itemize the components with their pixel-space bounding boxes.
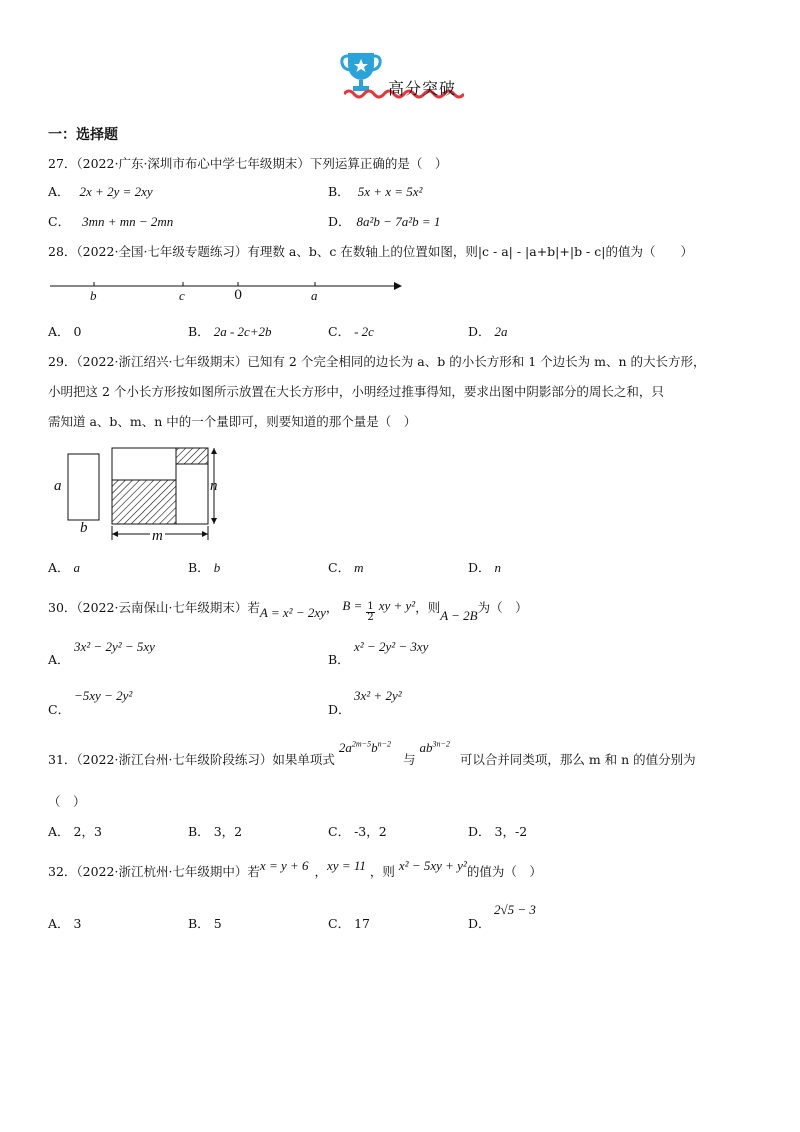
q31-option-d[interactable]: D． 3，-2 [468, 824, 528, 839]
q29-option-a[interactable]: A． a [48, 560, 81, 575]
q30-option-b[interactable]: x² − 2y² − 3xy [354, 639, 429, 654]
axis-label-zero: 0 [234, 288, 243, 303]
q31-option-c[interactable]: C． -3，2 [328, 824, 387, 839]
q28-option-c[interactable]: C． - 2c [328, 324, 374, 339]
rectangles-figure [48, 444, 238, 550]
question-29-line3: 需知道 a、b、m、n 中的一个量即可，则要知道的那个量是（ ） [48, 414, 417, 429]
q30-option-a-label[interactable]: A． [48, 652, 70, 667]
banner-title: 高分突破 [388, 79, 457, 98]
fig-label-n: n [210, 478, 218, 494]
q29-option-b[interactable]: B． b [188, 560, 221, 575]
q30-option-a[interactable]: 3x² − 2y² − 5xy [74, 639, 155, 654]
q31-option-b[interactable]: B． 3，2 [188, 824, 243, 839]
monomial-1: $2a^{2m-5}b^{n-2}$ [338, 739, 391, 755]
q27-option-c[interactable]: C． 3mn + mn − 2mn [48, 214, 174, 229]
fig-label-b: b [80, 520, 88, 536]
section-title: 一：选择题 [48, 127, 118, 143]
question-27-stem: 27．（2022·广东·深圳市布心中学七年级期末）下列运算正确的是（ ） [48, 156, 448, 171]
q29-option-c[interactable]: C． m [328, 560, 364, 575]
axis-label-c: c [179, 288, 185, 303]
q31-option-a[interactable]: A． 2，3 [48, 824, 102, 839]
q28-option-a[interactable]: A． 0 [48, 324, 82, 339]
q28-option-d[interactable]: D． 2a [468, 324, 508, 339]
q29-option-d[interactable]: D． n [468, 560, 502, 575]
question-30-stem: 30．（2022·云南保山·七年级期末）若A = x² − 2xy， B = $\frac{1}{2}$ xy + y²，则A − 2B为（ ） [48, 598, 528, 623]
question-31-paren: （ ） [48, 794, 86, 809]
q32-option-d[interactable]: 2√5 − 3 [494, 902, 536, 917]
q32-option-d-label[interactable]: D． [468, 916, 491, 931]
number-line [48, 272, 408, 306]
question-28-stem: 28．（2022·全国·七年级专题练习）有理数 a、b、c 在数轴上的位置如图，则|c - a| - |a+b|+|b - c|的值为（ ） [48, 244, 693, 259]
q30-option-d[interactable]: 3x² + 2y² [354, 688, 402, 703]
q32-option-a[interactable]: A． 3 [48, 916, 82, 931]
q27-option-d[interactable]: D． 8a²b − 7a²b = 1 [328, 214, 441, 229]
q32-option-c[interactable]: C． 17 [328, 916, 370, 931]
q30-option-b-label[interactable]: B． [328, 652, 350, 667]
fig-label-m: m [152, 528, 163, 544]
axis-label-b: b [90, 288, 97, 303]
q27-option-a[interactable]: A． 2x + 2y = 2xy [48, 184, 153, 199]
q30-option-d-label[interactable]: D． [328, 702, 351, 717]
monomial-2: $ab^{3n-2}$ [419, 739, 450, 755]
fraction-one-half: $\frac{1}{2}$ [367, 601, 374, 623]
q30-option-c[interactable]: −5xy − 2y² [74, 688, 133, 703]
q32-option-b[interactable]: B． 5 [188, 916, 222, 931]
q28-option-b[interactable]: B． 2a - 2c+2b [188, 324, 272, 339]
fig-label-a: a [54, 478, 62, 494]
question-31-stem: 31．（2022·浙江台州·七年级阶段练习）如果单项式 $2a^{2m-5}b^{n-2}$ 与 $ab^{3n-2}$ 可以合并同类项，那么 m 和 n 的值分别为 [48, 739, 696, 767]
q27-option-b[interactable]: B． 5x + x = 5x² [328, 184, 423, 199]
question-32-stem: 32．（2022·浙江杭州·七年级期中）若x = y + 6 ，xy = 11 ，则 x² − 5xy + y²的值为（ ） [48, 858, 542, 879]
question-29-line1: 29．（2022·浙江绍兴·七年级期末）已知有 2 个完全相同的边长为 a、b 的小长方形和 1 个边长为 m、n 的大长方形， [48, 354, 706, 369]
axis-label-a: a [311, 288, 318, 303]
question-29-line2: 小明把这 2 个小长方形按如图所示放置在大长方形中，小明经过推事得知，要求出图中阴影部分的周长之和，只 [48, 384, 664, 399]
q30-option-c-label[interactable]: C． [48, 702, 71, 717]
